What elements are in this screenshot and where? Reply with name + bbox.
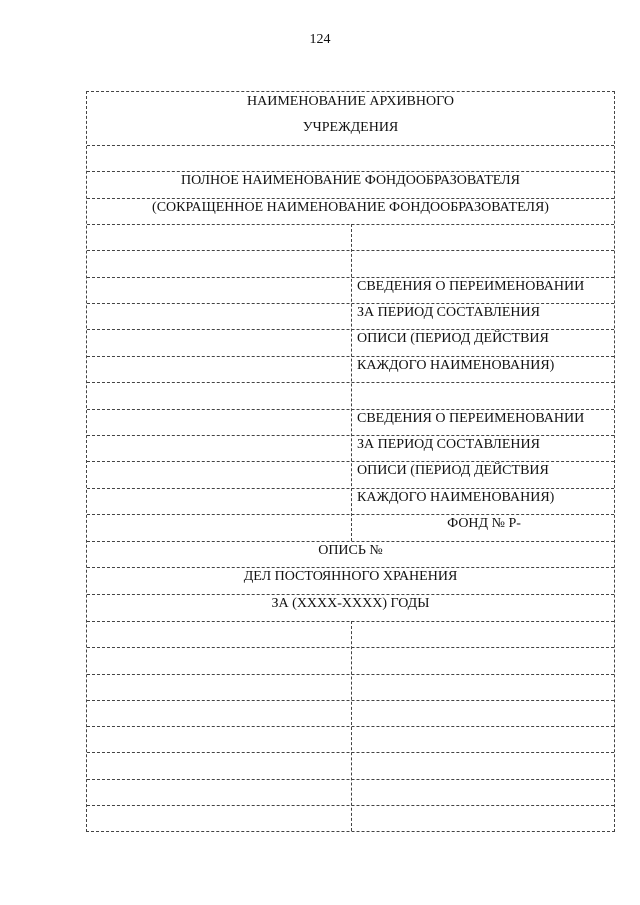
rename-info-1-line2: ЗА ПЕРИОД СОСТАВЛЕНИЯ <box>357 305 540 320</box>
row-divider <box>87 145 614 146</box>
fund-number: ФОНД № Р- <box>447 516 521 531</box>
column-divider <box>351 621 352 831</box>
years-range: ЗА (ХХХХ-ХХХХ) ГОДЫ <box>271 596 430 611</box>
archive-inventory-title-form <box>86 91 615 832</box>
rename-info-2-line3: ОПИСИ (ПЕРИОД ДЕЙСТВИЯ <box>357 463 549 478</box>
fund-creator-short-name: (СОКРАЩЕННОЕ НАИМЕНОВАНИЕ ФОНДООБРАЗОВАТЕЛЯ) <box>152 200 549 215</box>
rename-info-2-line2: ЗА ПЕРИОД СОСТАВЛЕНИЯ <box>357 437 540 452</box>
rename-info-1-line1: СВЕДЕНИЯ О ПЕРЕИМЕНОВАНИИ <box>357 279 585 294</box>
inventory-number: ОПИСЬ № <box>318 543 383 558</box>
fund-creator-full-name: ПОЛНОЕ НАИМЕНОВАНИЕ ФОНДООБРАЗОВАТЕЛЯ <box>181 173 520 188</box>
files-title: ДЕЛ ПОСТОЯННОГО ХРАНЕНИЯ <box>243 569 458 584</box>
archive-name-line2: УЧРЕЖДЕНИЯ <box>302 120 399 135</box>
column-divider <box>351 224 352 541</box>
page-number: 124 <box>309 32 331 47</box>
archive-name-line1: НАИМЕНОВАНИЕ АРХИВНОГО <box>247 94 454 109</box>
rename-info-2-line1: СВЕДЕНИЯ О ПЕРЕИМЕНОВАНИИ <box>357 411 585 426</box>
rename-info-1-line4: КАЖДОГО НАИМЕНОВАНИЯ) <box>357 358 555 373</box>
rename-info-1-line3: ОПИСИ (ПЕРИОД ДЕЙСТВИЯ <box>357 331 549 346</box>
rename-info-2-line4: КАЖДОГО НАИМЕНОВАНИЯ) <box>357 490 555 505</box>
